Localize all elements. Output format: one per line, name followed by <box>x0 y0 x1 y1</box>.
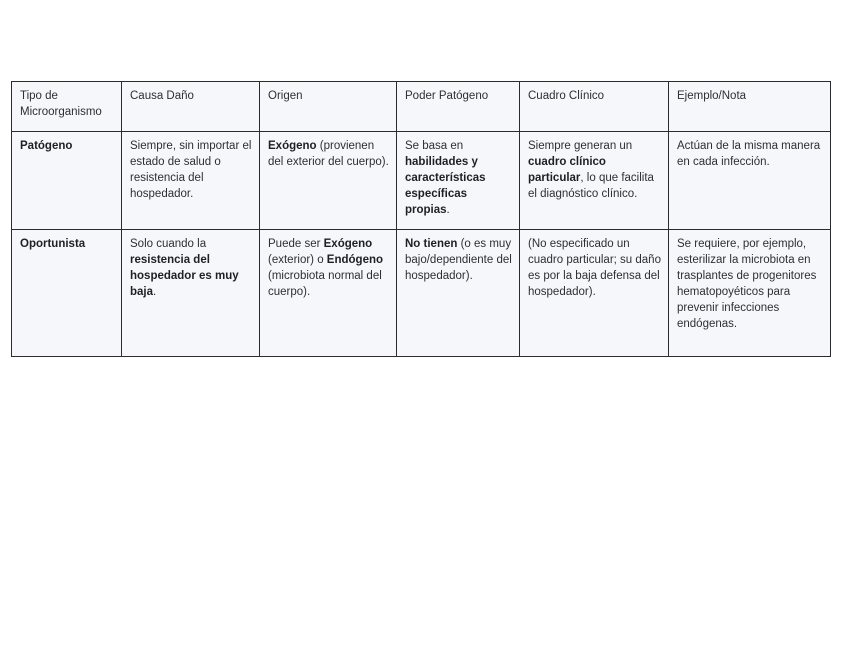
header-row <box>12 82 831 132</box>
origen-cell <box>260 230 397 357</box>
cell-text: Siempre, sin importar el estado de salud o resistencia del hospedador. <box>130 140 252 200</box>
causa-cell <box>122 132 260 230</box>
ejemplo-cell <box>669 230 831 357</box>
bold-text: resistencia del hospedador es muy baja <box>130 254 239 298</box>
cuadro-cell <box>520 230 669 357</box>
cell-text: (microbiota normal del cuerpo). <box>268 270 382 298</box>
row-type-cell: Patógeno <box>12 132 122 230</box>
header-poder: Poder Patógeno <box>397 82 520 132</box>
header-causa: Causa Daño <box>122 82 260 132</box>
bold-text: cuadro clínico particular <box>528 156 606 184</box>
comparison-table <box>11 81 831 357</box>
ejemplo-cell <box>669 132 831 230</box>
header-type: Tipo de Microorganismo <box>12 82 122 132</box>
origen-cell <box>260 132 397 230</box>
causa-cell <box>122 230 260 357</box>
header-origen: Origen <box>260 82 397 132</box>
cell-text: Solo cuando la <box>130 238 207 250</box>
cell-text: Siempre generan un <box>528 140 633 152</box>
cell-text: . <box>446 204 450 216</box>
cell-text: (provienen del exterior del cuerpo). <box>268 140 389 168</box>
cell-text: Puede ser <box>268 238 324 250</box>
cell-text: , lo que facilita el diagnóstico clínico. <box>528 172 654 200</box>
header-ejemplo: Ejemplo/Nota <box>669 82 831 132</box>
bold-text: Endógeno <box>326 254 384 266</box>
header-cuadro: Cuadro Clínico <box>520 82 669 132</box>
cuadro-cell <box>520 132 669 230</box>
table-row-patogeno <box>12 132 831 230</box>
cell-text: . <box>153 286 157 298</box>
cell-text: (No especificado un cuadro particular; su daño es por la baja defensa del hospedador). <box>528 238 661 298</box>
table-row-oportunista <box>12 230 831 357</box>
bold-text: No tienen <box>405 238 458 250</box>
bold-text: habilidades y características específicas propias <box>405 156 486 216</box>
bold-text: Exógeno <box>323 238 373 250</box>
bold-text: Exógeno <box>268 140 317 152</box>
poder-cell <box>397 132 520 230</box>
cell-text: Se requiere, por ejemplo, esterilizar la microbiota en trasplantes de progenitores hematopoyéticos para prevenir infecciones endógenas. <box>677 238 817 330</box>
cell-text: (exterior) o <box>268 254 327 266</box>
row-type-cell: Oportunista <box>12 230 122 357</box>
cell-text: Actúan de la misma manera en cada infección. <box>677 140 821 168</box>
cell-text: Se basa en <box>405 140 464 152</box>
poder-cell <box>397 230 520 357</box>
cell-text: (o es muy bajo/dependiente del hospedador). <box>405 238 512 282</box>
